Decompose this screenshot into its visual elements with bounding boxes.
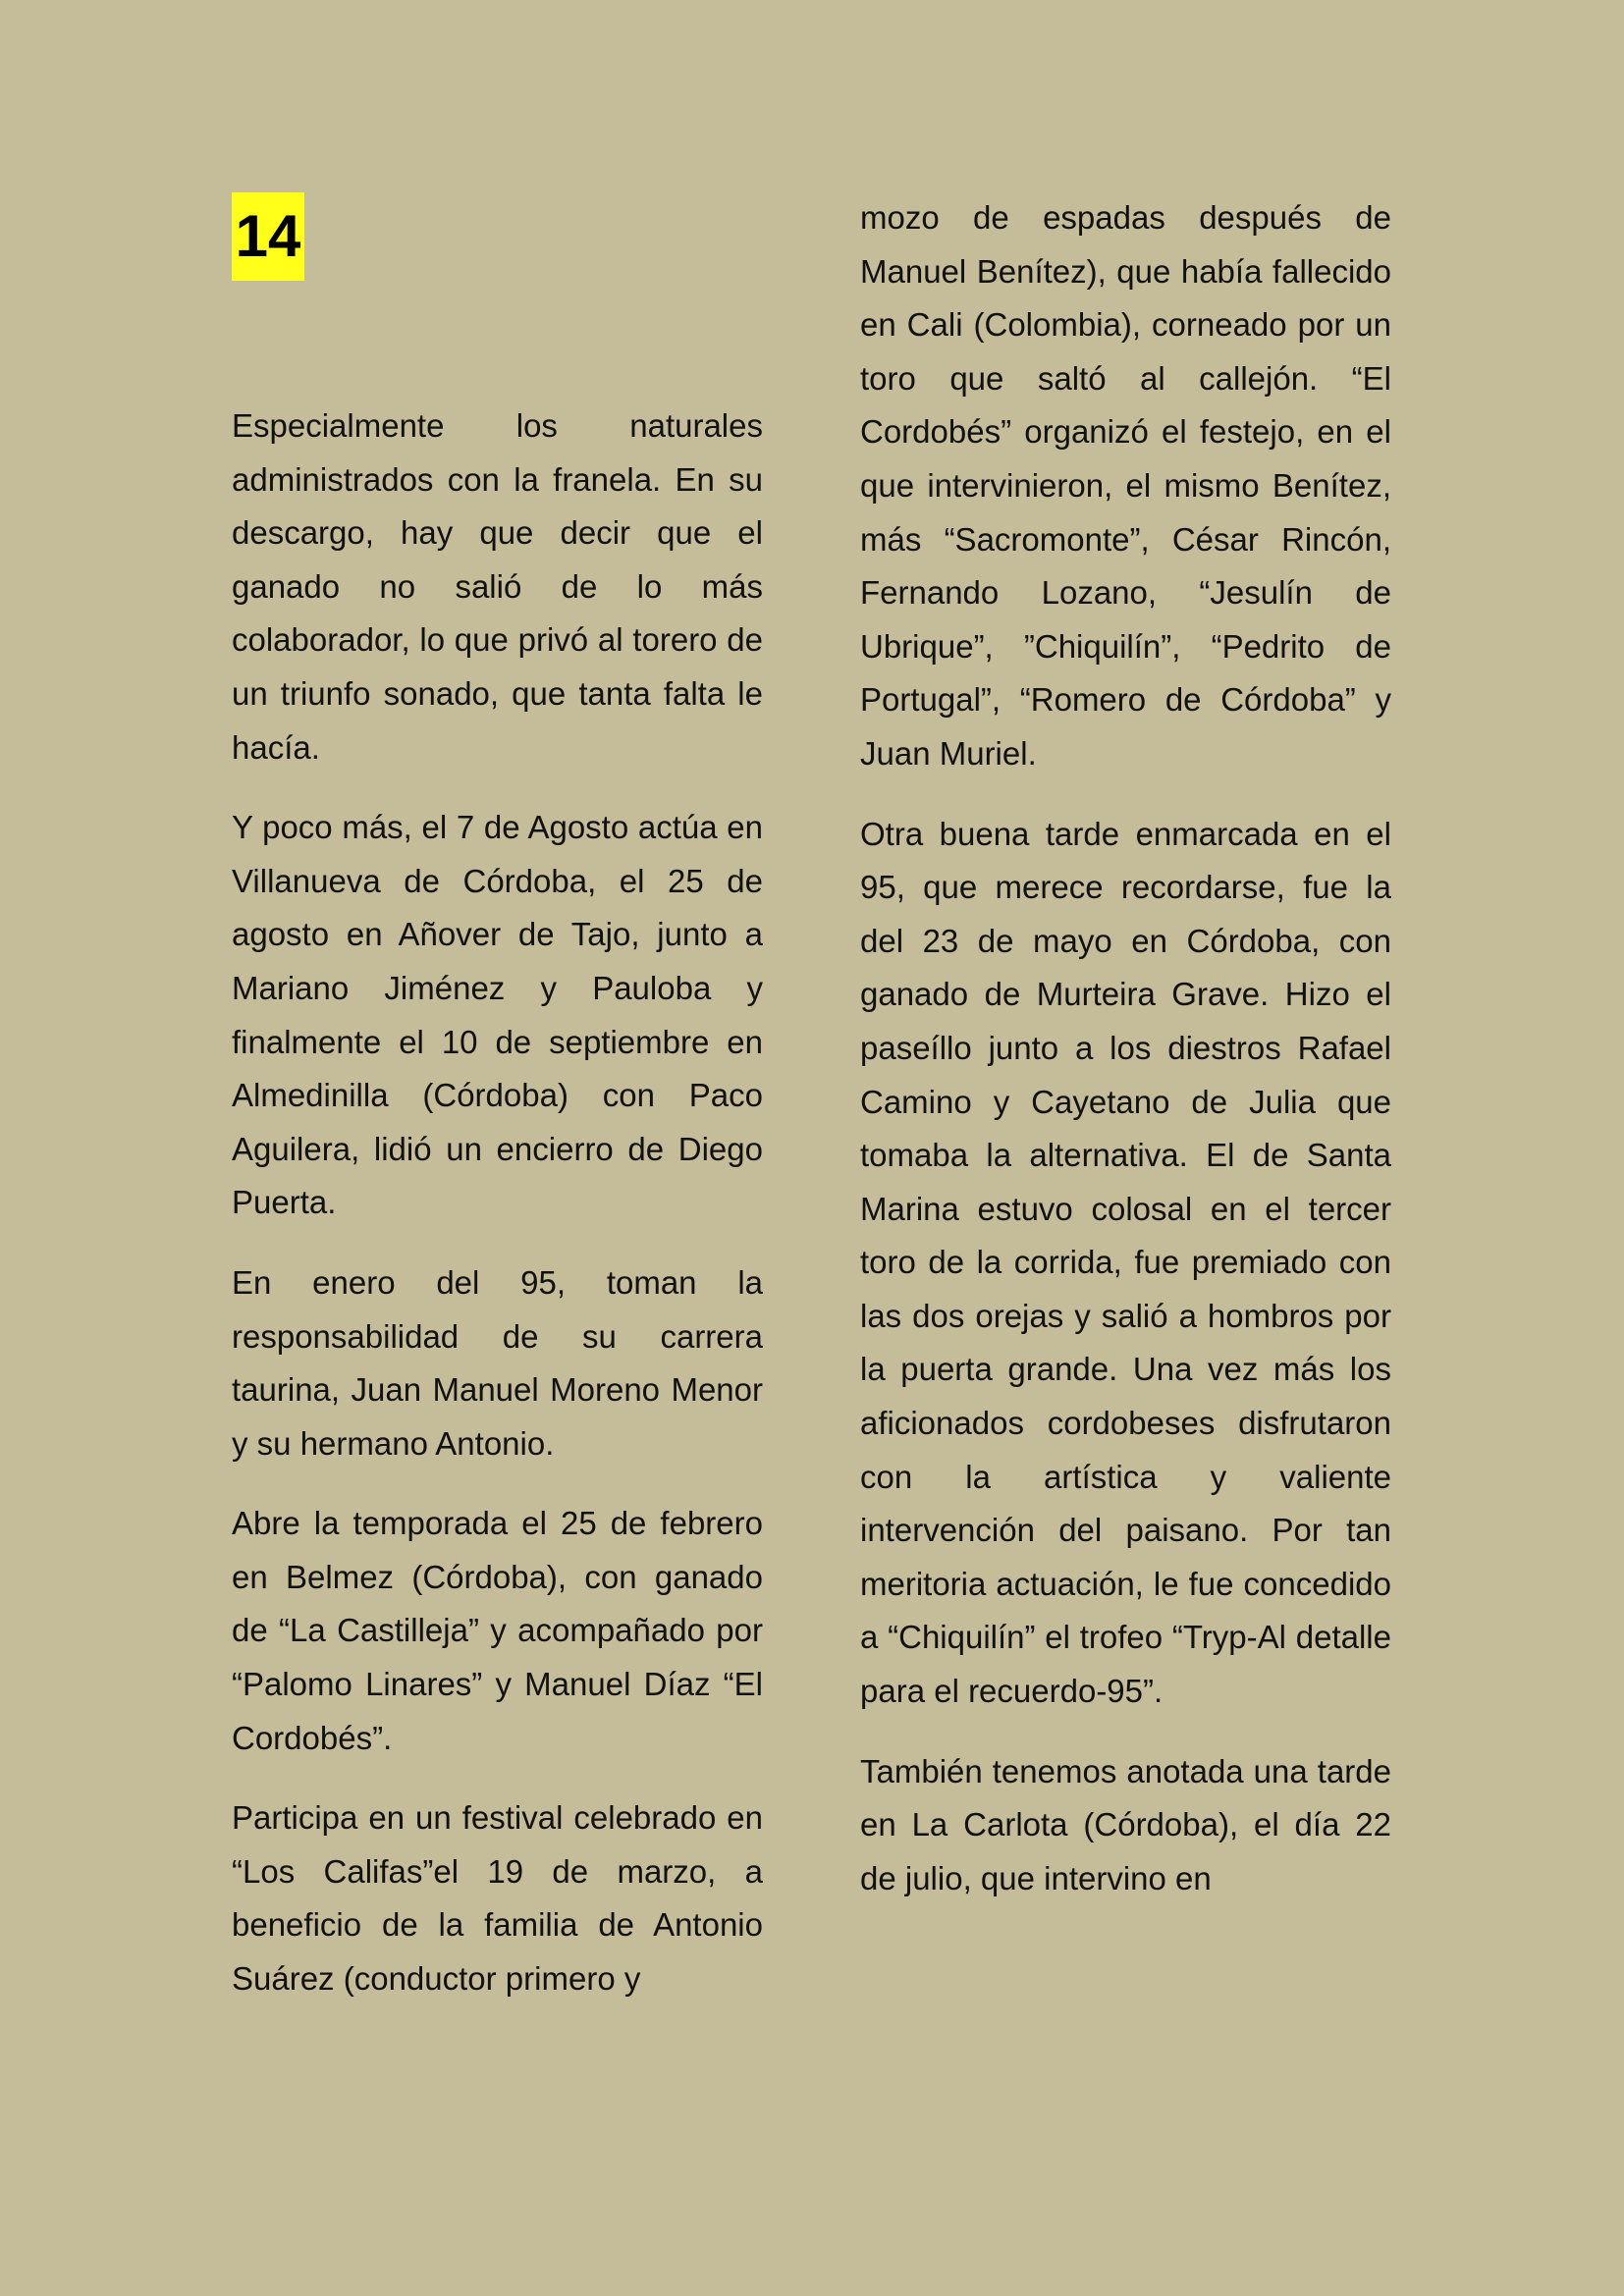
paragraph: Participa en un festival celebrado en “Los Califas”el 19 de marzo, a beneficio de la familia de Antonio Suárez (conductor primero y	[232, 1799, 763, 1998]
paragraph: Otra buena tarde enmarcada en el 95, que merece recordarse, fue la del 23 de mayo en Córdoba, con ganado de Murteira Grave. Hizo el paseíllo junto a los diestros Rafael Camino y Cayetano de Julia que tomaba la alternativa. El de Santa Marina estuvo colosal en el tercer toro de la corrida, fue premiado con las dos orejas y salió a hombros por la puerta grande. Una vez más los aficionados cordobeses disfrutaron con la artística y valiente intervención del paisano. Por tan meritoria actuación, le fue concedido a “Chiquilín” el trofeo “Tryp-Al detalle para el recuerdo-95”.	[860, 815, 1391, 1710]
paragraph: En enero del 95, toman la responsabilidad de su carrera taurina, Juan Manuel Moreno Menor y su hermano Antonio.	[232, 1263, 763, 1462]
paragraph: Y poco más, el 7 de Agosto actúa en Villanueva de Córdoba, el 25 de agosto en Añover de Tajo, junto a Mariano Jiménez y Pauloba y finalmente el 10 de septiembre en Almedinilla (Córdoba) con Paco Aguilera, lidió un encierro de Diego Puerta.	[232, 809, 763, 1221]
paragraph: Abre la temporada el 25 de febrero en Belmez (Córdoba), con ganado de “La Castilleja” y acompañado por “Palomo Linares” y Manuel Díaz “El Cordobés”.	[232, 1505, 763, 1756]
right-column	[860, 191, 1391, 1932]
paragraph: mozo de espadas después de Manuel Benítez), que había fallecido en Cali (Colombia), corneado por un toro que saltó al callejón. “El Cordobés” organizó el festejo, en el que intervinieron, el mismo Benítez, más “Sacromonte”, César Rincón, Fernando Lozano, “Jesulín de Ubrique”, ”Chiquilín”, “Pedrito de Portugal”, “Romero de Córdoba” y Juan Muriel.	[860, 199, 1391, 772]
paragraph: También tenemos anotada una tarde en La Carlota (Córdoba), el día 22 de julio, que intervino en	[860, 1752, 1391, 1896]
page-number: 14	[232, 192, 304, 281]
left-column	[232, 400, 763, 2033]
paragraph: Especialmente los naturales administrados con la franela. En su descargo, hay que decir que el ganado no salió de lo más colaborador, lo que privó al torero de un triunfo sonado, que tanta falta le hacía.	[232, 407, 763, 766]
